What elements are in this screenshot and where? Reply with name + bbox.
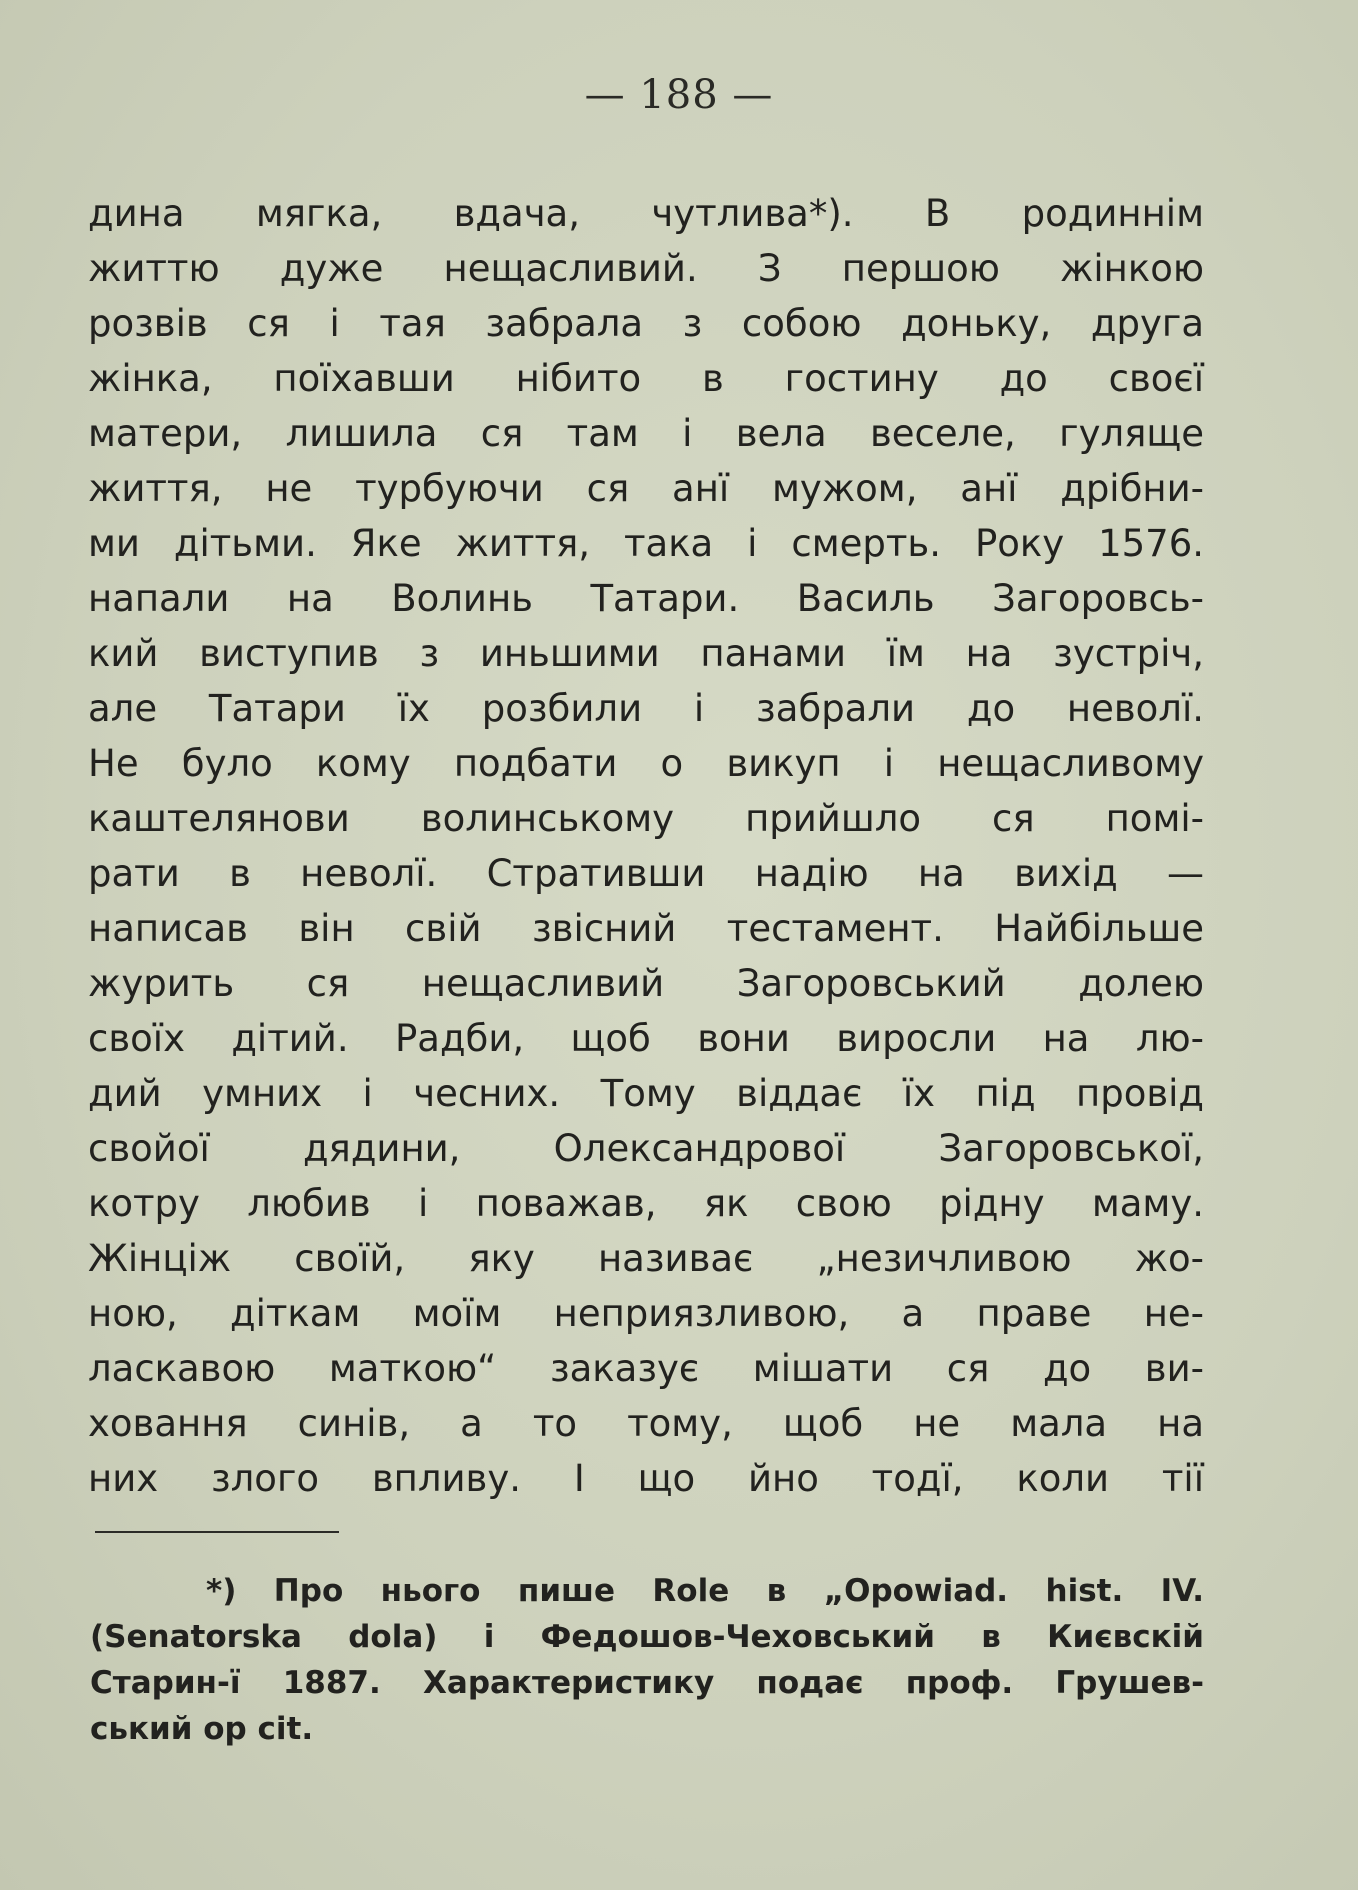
text-line: Не було кому подбати о викуп і нещасливому bbox=[88, 742, 1204, 785]
text-line: написав він свій звісний тестамент. Найбільше bbox=[88, 907, 1204, 950]
footnote bbox=[90, 1568, 1204, 1752]
text-line: ми дітьми. Яке життя, така і смерть. Року 1576. bbox=[88, 522, 1204, 565]
text-line: розвів ся і тая забрала з собою доньку, друга bbox=[88, 302, 1204, 345]
text-line: дина мягка, вдача, чутлива*). В родиннім bbox=[88, 192, 1204, 235]
text-line: ласкавою маткою“ заказує мішати ся до ви- bbox=[88, 1347, 1204, 1390]
page-number: — 188 — bbox=[584, 72, 774, 118]
footnote-line: Старин-ї 1887. Характеристику подає проф. Грушев- bbox=[90, 1665, 1204, 1701]
text-line: журить ся нещасливий Загоровський долею bbox=[88, 962, 1204, 1005]
text-line: ною, діткам моїм неприязливою, а праве не- bbox=[88, 1292, 1204, 1335]
text-line: життя, не турбуючи ся анї мужом, анї дрібни- bbox=[88, 467, 1204, 510]
text-line: матери, лишила ся там і вела веселе, гуляще bbox=[88, 412, 1204, 455]
text-line: своїх дітий. Радби, щоб вони виросли на лю- bbox=[88, 1017, 1204, 1060]
text-line: котру любив і поважав, як свою рідну маму. bbox=[88, 1182, 1204, 1225]
footnote-line: (Senatorska dola) і Федошов-Чеховський в Києвскій bbox=[90, 1619, 1204, 1655]
text-line: дий умних і чесних. Тому віддає їх під провід bbox=[88, 1072, 1204, 1115]
text-line: ховання синів, а то тому, щоб не мала на bbox=[88, 1402, 1204, 1445]
text-line: каштелянови волинському прийшло ся помі- bbox=[88, 797, 1204, 840]
text-line: але Татари їх розбили і забрали до неволї. bbox=[88, 687, 1204, 730]
text-line: рати в неволї. Стративши надію на вихід — bbox=[88, 852, 1204, 895]
text-line: свойої дядини, Олександрової Загоровської, bbox=[88, 1127, 1204, 1170]
footnote-line: ський op cit. bbox=[90, 1711, 314, 1747]
footnote-line: *) Про нього пише Role в „Opowiad. hist. IV. bbox=[206, 1573, 1204, 1609]
text-line: напали на Волинь Татари. Василь Загоровсь- bbox=[88, 577, 1204, 620]
text-line: Жінціж своїй, яку називає „незичливою жо- bbox=[88, 1237, 1204, 1280]
text-line: жінка, поїхавши нібито в гостину до своєї bbox=[88, 357, 1204, 400]
footnote-divider bbox=[95, 1531, 339, 1533]
main-text bbox=[88, 186, 1204, 1506]
text-line: них злого впливу. І що йно тодї, коли тії bbox=[88, 1457, 1204, 1500]
text-line: кий виступив з иньшими панами їм на зустріч, bbox=[88, 632, 1204, 675]
text-line: життю дуже нещасливий. З першою жінкою bbox=[88, 247, 1204, 290]
